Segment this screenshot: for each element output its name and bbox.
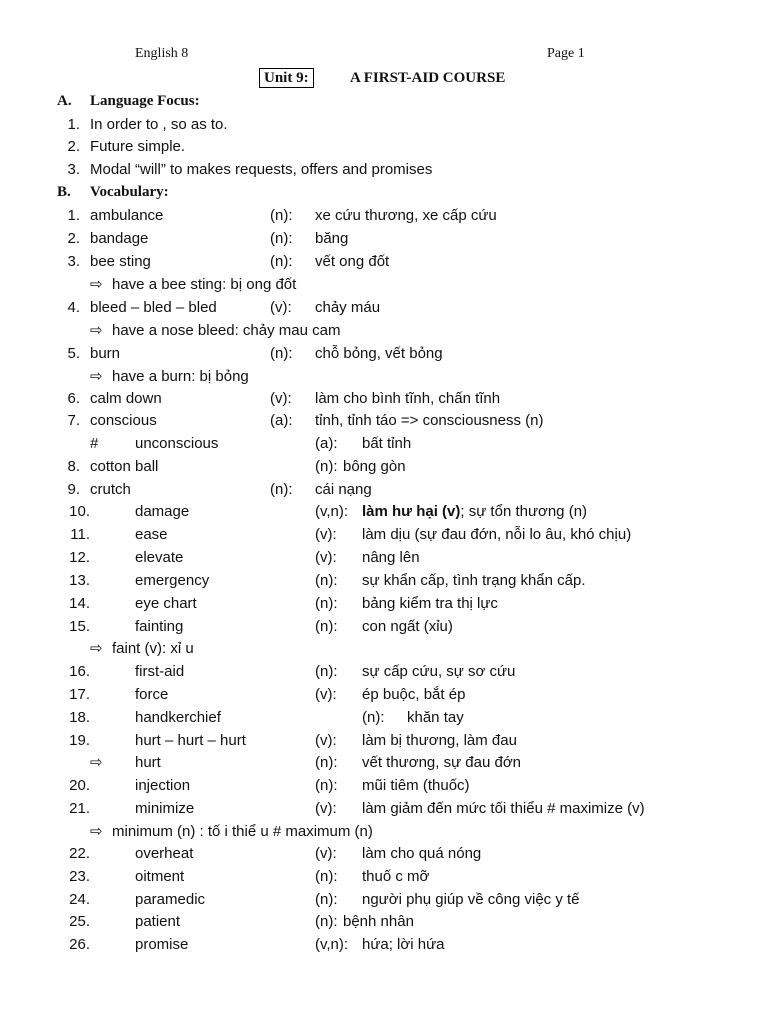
vocab-word: unconscious [135,435,219,452]
vocab-meaning: chảy máu [315,299,381,316]
vocab-pos: (a): [315,435,338,452]
vocab-note: have a nose bleed: chảy mau cam [112,322,341,339]
vocab-meaning: con ngất (xỉu) [362,618,453,635]
vocab-meaning: xe cứu thương, xe cấp cứu [315,207,497,224]
vocab-pos: (n): [315,458,338,475]
vocab-word: patient [135,913,181,930]
vocab-meaning: sự khẩn cấp, tình trạng khẩn cấp. [362,572,586,589]
vocab-word: bleed – bled – bled [90,299,217,316]
vocab-pos: (v,n): [315,936,349,953]
vocab-word: handkerchief [135,709,221,726]
vocab-word: injection [135,777,191,794]
vocab-word: force [135,686,169,703]
focus-item: In order to , so as to. [90,116,228,133]
section-b-label: B. [57,184,71,200]
vocab-pos: (n): [270,207,293,224]
unit-title-row [0,68,768,90]
vocab-word: fainting [135,618,184,635]
vocab-pos: (a): [270,412,293,429]
vocab-meaning: tỉnh, tỉnh táo => consciousness (n) [315,412,544,429]
vocab-meaning: làm dịu (sự đau đớn, nỗi lo âu, khó chịu) [362,526,632,543]
vocab-word: burn [90,345,121,362]
vocab-pos: (v,n): [315,503,349,520]
vocab-meaning: mũi tiêm (thuốc) [362,777,470,794]
vocab-meaning: làm giảm đến mức tối thiểu # maximize (v) [362,800,645,817]
vocab-pos: (n): [270,481,293,498]
vocab-pos: (v): [315,686,337,703]
unit-name: A FIRST-AID COURSE [350,70,506,86]
vocab-pos: (v): [270,390,292,407]
section-a-label: A. [57,93,72,109]
vocab-pos: (n): [270,253,293,270]
vocab-word: damage [135,503,190,520]
arrow-icon: ⇨ [90,754,103,771]
vocab-word: eye chart [135,595,197,612]
vocab-pos: (v): [315,800,337,817]
vocab-meaning: làm cho bình tĩnh, chấn tĩnh [315,390,501,407]
vocab-pos: (n): [315,891,338,908]
vocab-word: hurt [135,754,161,771]
vocab-word: emergency [135,572,210,589]
arrow-icon: ⇨ [90,322,103,339]
vocab-word: elevate [135,549,184,566]
vocab-pos: (n): [315,913,338,930]
vocab-meaning: nâng lên [362,549,420,566]
vocab-meaning-bold: làm hư hại (v) [362,503,461,520]
vocab-word: bee sting [90,253,151,270]
vocab-word: conscious [90,412,157,429]
vocab-meaning: bất tỉnh [362,435,412,452]
vocab-meaning [362,500,587,523]
arrow-icon: ⇨ [90,640,103,657]
vocab-meaning: ép buộc, bắt ép [362,686,466,703]
vocab-word: promise [135,936,189,953]
arrow-icon: ⇨ [90,276,103,293]
vocab-pos: (v): [315,526,337,543]
vocab-pos: (n): [315,595,338,612]
vocab-word: crutch [90,481,131,498]
vocab-pos: (n): [270,230,293,247]
vocab-pos: (n): [315,663,338,680]
antonym-marker: # [90,435,99,452]
vocab-meaning: băng [315,230,349,247]
header-subject: English 8 [135,46,189,61]
vocab-meaning: sự cấp cứu, sự sơ cứu [362,663,516,680]
vocab-pos: (n): [315,618,338,635]
vocab-note: have a bee sting: bị ong đốt [112,276,297,293]
vocab-meaning: bệnh nhân [343,913,414,930]
vocab-word: cotton ball [90,458,159,475]
vocab-pos: (n): [315,754,338,771]
vocab-word: first-aid [135,663,185,680]
vocab-meaning: cái nạng [315,481,372,498]
vocab-word: minimize [135,800,195,817]
vocab-pos: (n): [315,868,338,885]
unit-label: Unit 9: [259,68,314,88]
vocab-meaning: vết ong đốt [315,253,390,270]
vocab-meaning: bảng kiểm tra thị lực [362,595,498,612]
vocab-meaning: vết thương, sự đau đớn [362,754,522,771]
vocab-pos: (n): [315,572,338,589]
vocab-pos: (n): [362,709,385,726]
vocab-word: oitment [135,868,185,885]
vocab-meaning: bông gòn [343,458,406,475]
vocab-meaning: chỗ bỏng, vết bỏng [315,345,443,362]
arrow-icon: ⇨ [90,368,103,385]
vocab-note: have a burn: bị bỏng [112,368,249,385]
vocab-pos: (v): [315,732,337,749]
header-page: Page 1 [547,46,585,61]
vocab-meaning: thuố c mỡ [362,868,430,885]
vocab-word: calm down [90,390,162,407]
vocab-pos: (v): [315,549,337,566]
vocab-word: hurt – hurt – hurt [135,732,246,749]
vocab-word: overheat [135,845,194,862]
vocab-pos: (v): [270,299,292,316]
vocab-meaning: hứa; lời hứa [362,936,445,953]
vocab-word: paramedic [135,891,206,908]
focus-item: Future simple. [90,138,186,155]
section-a-title: Language Focus: [90,93,200,109]
focus-item: Modal “will” to makes requests, offers and promises [90,161,433,178]
vocab-word: bandage [90,230,149,247]
vocab-meaning: người phụ giúp về công việc y tế [362,891,580,908]
vocab-pos: (n): [315,777,338,794]
vocab-pos: (n): [270,345,293,362]
vocab-pos: (v): [315,845,337,862]
vocab-meaning: khăn tay [407,709,464,726]
vocab-meaning: làm bị thương, làm đau [362,732,517,749]
arrow-icon: ⇨ [90,823,103,840]
vocab-meaning: làm cho quá nóng [362,845,482,862]
vocab-note: minimum (n) : tố i thiể u # maximum (n) [112,823,373,840]
section-b-title: Vocabulary: [90,184,169,200]
vocab-word: ambulance [90,207,164,224]
vocab-note: faint (v): xỉ u [112,640,194,657]
vocab-word: ease [135,526,168,543]
vocab-meaning-rest: ; sự tổn thương (n) [460,503,588,520]
